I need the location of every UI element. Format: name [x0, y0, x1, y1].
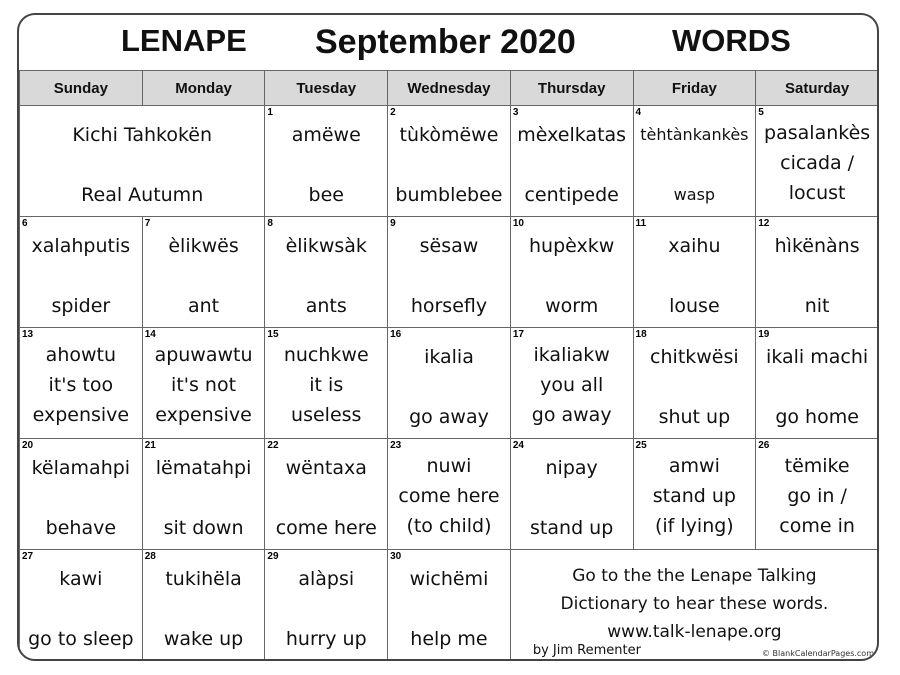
word-lines — [388, 451, 510, 541]
day-number: 21 — [144, 440, 156, 451]
season-lenape: Kichi Tahkokën — [72, 124, 213, 146]
english-word: useless — [291, 404, 362, 426]
day-cell — [20, 550, 143, 661]
lenape-word: apuwawtu — [154, 344, 253, 366]
header-right-title: WORDS — [672, 23, 791, 58]
season-english: Real Autumn — [81, 184, 204, 206]
english-word: behave — [45, 517, 117, 539]
english-word: go away — [531, 404, 612, 426]
english-word: louse — [669, 295, 720, 317]
season-cell — [20, 106, 265, 217]
lenape-word: èlikwsàk — [285, 235, 367, 257]
day-number: 24 — [512, 440, 524, 451]
week-row-5 — [20, 550, 879, 661]
day-number: 27 — [22, 551, 34, 562]
day-cell — [510, 439, 633, 550]
day-number: 8 — [267, 218, 273, 229]
english-word: wake up — [163, 628, 244, 650]
day-number: 30 — [390, 551, 402, 562]
calendar-frame — [17, 13, 879, 661]
english-word: nit — [804, 295, 830, 317]
lenape-word: ahowtu — [45, 344, 117, 366]
english-word: (if lying) — [654, 515, 734, 537]
english-word: expensive — [32, 404, 130, 426]
lenape-word: ikalia — [424, 346, 474, 368]
english-word: horsefly — [410, 295, 488, 317]
lenape-word: èlikwës — [168, 235, 239, 257]
day-number: 6 — [22, 218, 28, 229]
lenape-word: lëmatahpi — [155, 457, 252, 479]
lenape-word: tëmike — [784, 455, 850, 477]
day-cell — [142, 217, 265, 328]
day-number: 16 — [390, 329, 402, 340]
english-word: hurry up — [285, 628, 367, 650]
english-word: it's not — [171, 374, 237, 396]
day-number: 1 — [267, 107, 273, 118]
english-word: bumblebee — [395, 184, 503, 206]
day-cell — [633, 217, 756, 328]
calendar-grid — [19, 70, 879, 661]
english-word: bee — [308, 184, 344, 206]
day-cell — [388, 550, 511, 661]
day-number: 5 — [758, 107, 764, 118]
day-cell — [265, 106, 388, 217]
dictionary-url: www.talk-lenape.org — [607, 622, 782, 642]
english-word: stand up — [652, 485, 736, 507]
day-number: 18 — [635, 329, 647, 340]
day-number: 17 — [512, 329, 524, 340]
lenape-word: nuchkwe — [283, 344, 369, 366]
day-number: 25 — [635, 440, 647, 451]
weekday-monday: Monday — [142, 71, 265, 106]
day-cell — [20, 328, 143, 439]
day-cell — [265, 217, 388, 328]
english-word: worm — [545, 295, 599, 317]
dictionary-note — [511, 562, 878, 646]
word-lines — [634, 451, 756, 541]
day-number: 19 — [758, 329, 770, 340]
lenape-word: tukihëla — [165, 568, 242, 590]
site-credit: © BlankCalendarPages.com — [762, 649, 874, 658]
lenape-word: pasalankès — [764, 122, 871, 144]
word-lines — [511, 340, 633, 430]
weekday-header-row — [20, 71, 879, 106]
day-cell — [142, 550, 265, 661]
english-word: shut up — [658, 406, 731, 428]
day-cell — [756, 439, 879, 550]
week-row-4 — [20, 439, 879, 550]
author-byline: by Jim Rementer — [532, 643, 641, 658]
lenape-word: wëntaxa — [285, 457, 367, 479]
day-cell — [265, 550, 388, 661]
english-word: help me — [410, 628, 488, 650]
lenape-word: wichëmi — [409, 568, 489, 590]
day-cell — [510, 106, 633, 217]
word-lines — [756, 118, 878, 208]
day-cell — [265, 328, 388, 439]
lenape-word: ikali machi — [766, 346, 869, 368]
week-row-1 — [20, 106, 879, 217]
day-number: 4 — [635, 107, 642, 118]
page-title: September 2020 — [315, 23, 576, 61]
english-word: go away — [409, 406, 489, 428]
english-word: sit down — [163, 517, 244, 539]
english-word: (to child) — [406, 515, 492, 537]
day-cell — [510, 328, 633, 439]
english-word: stand up — [530, 517, 614, 539]
weekday-tuesday: Tuesday — [265, 71, 388, 106]
lenape-word: chitkwësi — [650, 346, 739, 368]
note-line: Go to the the Lenape Talking — [572, 566, 817, 586]
day-number: 20 — [22, 440, 34, 451]
lenape-word: alàpsi — [298, 568, 355, 590]
lenape-word: xalahputis — [31, 235, 131, 257]
day-cell — [633, 439, 756, 550]
english-word: go in / — [787, 485, 847, 507]
lenape-word: këlamahpi — [31, 457, 131, 479]
day-number: 29 — [267, 551, 279, 562]
day-number: 14 — [144, 329, 156, 340]
weekday-sunday: Sunday — [20, 71, 143, 106]
english-word: come here — [398, 485, 500, 507]
day-number: 13 — [22, 329, 34, 340]
lenape-word: amëwe — [291, 124, 361, 146]
lenape-word: kawi — [59, 568, 103, 590]
word-lines — [265, 340, 387, 430]
english-word: ant — [187, 295, 220, 317]
day-cell — [142, 439, 265, 550]
day-cell — [633, 328, 756, 439]
day-number: 15 — [267, 329, 279, 340]
english-word: spider — [51, 295, 111, 317]
english-word: it is — [309, 374, 344, 396]
day-cell — [388, 106, 511, 217]
weekday-friday: Friday — [633, 71, 756, 106]
weekday-wednesday: Wednesday — [388, 71, 511, 106]
day-cell — [20, 217, 143, 328]
header-left-title: LENAPE — [121, 23, 247, 58]
english-word: come here — [275, 517, 377, 539]
english-word: centipede — [524, 184, 619, 206]
day-number: 23 — [390, 440, 402, 451]
lenape-word: ikaliakw — [533, 344, 610, 366]
day-cell — [265, 439, 388, 550]
dictionary-note-cell — [510, 550, 878, 661]
week-row-3 — [20, 328, 879, 439]
weekday-saturday: Saturday — [756, 71, 879, 106]
day-number: 3 — [512, 107, 519, 118]
calendar-header — [19, 15, 877, 70]
word-lines — [143, 340, 265, 430]
english-word: locust — [788, 182, 846, 204]
calendar-table — [19, 70, 879, 661]
lenape-word: xaihu — [668, 235, 721, 257]
lenape-word: tèhtànkankès — [640, 125, 749, 144]
lenape-word: sësaw — [419, 235, 479, 257]
day-number: 26 — [758, 440, 770, 451]
english-word: go to sleep — [28, 628, 134, 650]
lenape-word: tùkòmëwe — [399, 124, 499, 146]
lenape-word: amwi — [668, 455, 720, 477]
english-word: come in — [779, 515, 855, 537]
day-number: 22 — [267, 440, 279, 451]
lenape-word: mèxelkatas — [517, 124, 627, 146]
word-lines — [756, 451, 878, 541]
day-number: 12 — [758, 218, 770, 229]
english-word: it's too — [48, 374, 114, 396]
day-cell — [756, 217, 879, 328]
day-number: 11 — [635, 218, 647, 229]
day-cell — [633, 106, 756, 217]
english-word: expensive — [155, 404, 252, 426]
english-word: cicada / — [780, 152, 855, 174]
lenape-word: hupèxkw — [529, 235, 615, 257]
day-cell — [756, 328, 879, 439]
day-cell — [20, 439, 143, 550]
english-word: ants — [305, 295, 347, 317]
week-row-2 — [20, 217, 879, 328]
day-cell — [388, 328, 511, 439]
day-cell — [388, 439, 511, 550]
day-number: 2 — [390, 107, 396, 118]
day-number: 9 — [390, 218, 396, 229]
lenape-word: nuwi — [426, 455, 472, 477]
english-word: wasp — [673, 185, 716, 204]
day-cell — [756, 106, 879, 217]
weekday-thursday: Thursday — [510, 71, 633, 106]
word-lines — [20, 340, 142, 430]
lenape-word: hìkënàns — [774, 235, 860, 257]
day-number: 28 — [144, 551, 156, 562]
english-word: you all — [540, 374, 604, 396]
day-number: 10 — [512, 218, 524, 229]
day-cell — [510, 217, 633, 328]
day-cell — [388, 217, 511, 328]
note-line: Dictionary to hear these words. — [560, 594, 829, 614]
lenape-word: nipay — [545, 457, 598, 479]
english-word: go home — [775, 406, 859, 428]
day-cell — [142, 328, 265, 439]
day-number: 7 — [144, 218, 151, 229]
